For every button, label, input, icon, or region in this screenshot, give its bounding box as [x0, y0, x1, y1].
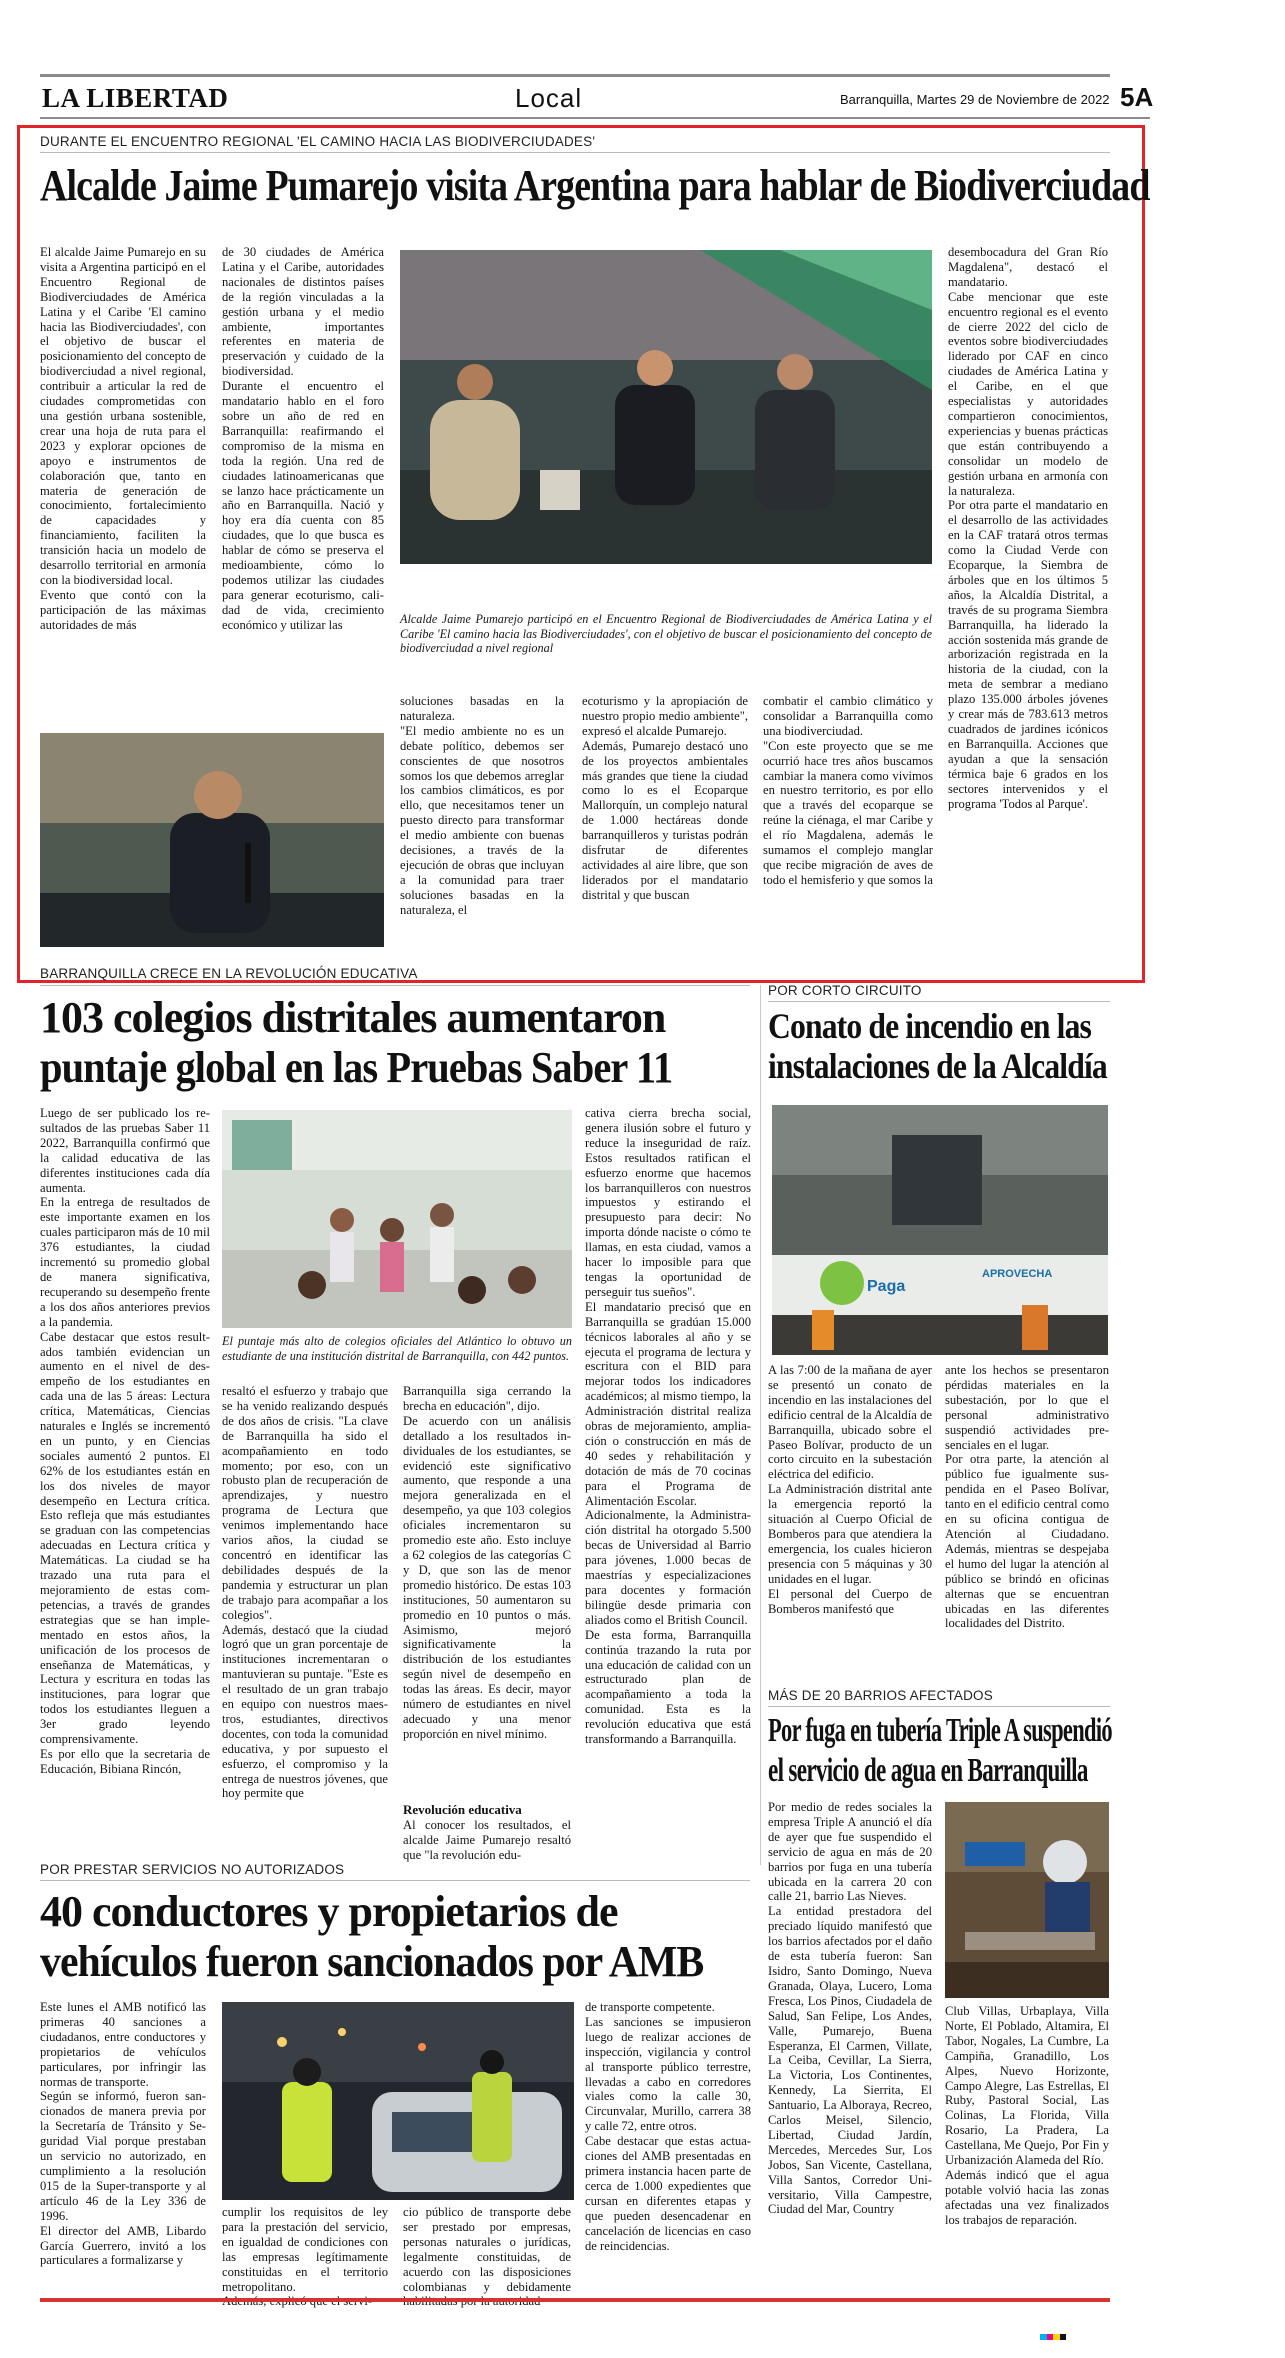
article2-col3: Barranquilla siga cerrando la brecha en educación", dijo. De acuerdo con un análisis detallado a los resultados individuales de los estudiantes, se evidenció este significativo aumento, que responde a una mejora generalizada en el desempeño, ya que 103 colegios oficiales incrementaron su promedio este año. Esto incluye a 62 colegios de las categorías C y D, que son las de menor promedio histórico. De estas 103 instituciones, 50 aumentaron su promedio en 10 puntos o más. Asimismo, mejoró significativamente la distribución de los estudiantes según nivel de desempeño en todas las áreas. Es decir, mayor número de estudiantes en nivel adecuado y una menor proporción en nivel mínimo. [403, 1384, 571, 1741]
article1-kicker: DURANTE EL ENCUENTRO REGIONAL 'EL CAMINO HACIA LAS BIODIVERCIUDADES' [40, 134, 596, 149]
article1-col2: de 30 ciudades de América Latina y el Caribe, autoridades nacionales de distintos países de la región vinculadas a la gestión urbana y el medio ambiente, importantes referentes en materia de preservación y cuidado de la biodiversidad. Durante el encuentro el mandatario hablo en el foro sobre un año de red en Barranquilla: reafirmando el compromiso de la misma en toda la región. Una red de ciudades latinoamericanas que se lanzo hace prácticamente un año en Barranquilla. Nació y hoy era día cuenta con 85 ciudades, que lo que busca es hablar de cómo se preserva el medioambiente, cómo lo podemos utilizar las ciudades para generar ecoturismo, calidad de vida, crecimiento económico y utilizar las [222, 245, 384, 632]
students-classroom-photo [222, 1110, 572, 1328]
article4-col2: Club Villas, Urbaplaya, Villa Norte, El Poblado, Altamira, El Tabor, Nogales, La Cumbre, La Campiña, Granadillo, Los Alpes, Nuevo Horizonte, Campo Alegre, Las Estrellas, El Ruby, Pastoral Social, Las Colinas, La Florida, Villa Rosario, La Pradera, La Castellana, Me Quejo, Por Fin y Urbanización Alameda del Río. Además indicó que el agua potable volvió hacia las zonas afectadas una vez finalizados los trabajos de reparación. [945, 2004, 1109, 2227]
article1-col1: El alcalde Jaime Pumarejo en su visita a Argentina participó en el Encuentro Regional de Biodiverciudades de América Latina y el Caribe 'El camino hacia las Biodiverciudades', con el objetivo de buscar el posicionamiento del concepto de biodiverciudad a nivel regional, contribuir a articular la red de ciudades comprometidas con una gestión urbana sostenible, crear una hoja de ruta para el 2023 y explorar opciones de apoyo e instrumentos de colaboración que, tanto en materia de generación de conocimiento, fortalecimiento de capacidades y financiamiento, faciliten la transición hacia un modelo de desarrollo territorial en armonía con la biodiversidad local. Evento que contó con la participación de las máximas autoridades de más [40, 245, 206, 632]
article5-headline-line1: 40 conductores y propietarios de [40, 1887, 618, 1936]
masthead-page-number: 5A [1120, 82, 1154, 112]
alcaldia-fire-photo [772, 1105, 1108, 1355]
mayor-speaking-photo [40, 733, 384, 947]
cmyk-black-swatch [1060, 2334, 1067, 2340]
article2-headline-line2: puntaje global en las Pruebas Saber 11 [40, 1043, 673, 1092]
masthead-paper: LA LIBERTAD [42, 83, 229, 113]
article5-kicker: POR PRESTAR SERVICIOS NO AUTORIZADOS [40, 1862, 345, 1877]
cmyk-registration-strip [1040, 2334, 1066, 2340]
article5-col4: de transporte competente. Las sanciones se impusieron luego de realizar acciones de inspección, vigilancia y control al transporte público terrestre, llevadas a cabo en corredores viales como la calle 30, Circunvalar, Murillo, carrera 38 y calle 72, entre otros. Cabe destacar que estas actuaciones del AMB presentadas en primera instancia hacen parte de cerca de 1.000 expedientes que cursan en diferentes etapas y que pueden desencadenar en cancelación de licencias en caso de reincidencias. [585, 2000, 751, 2253]
pipe-repair-photo [945, 1802, 1109, 1998]
article1-col5: combatir el cambio climático y consolidar a Barranquilla como una biodiverciudad. "Con este proyecto que se me ocurrió hace tres años buscamos cambiar la manera como vivimos en nuestro territorio, es por ello que a través del ecoparque se reúne la ciénaga, el mar Caribe y el río Magdalena, además le sumamos el complejo manglar que recibe migración de aves de todo el hemisferio y que somos la [763, 694, 933, 887]
article1-headline: Alcalde Jaime Pumarejo visita Argentina para hablar de Biodiverciudad [40, 161, 1150, 210]
traffic-inspection-photo [222, 2002, 574, 2200]
article1-col3: soluciones basadas en la naturaleza. "El medio ambiente no es un debate político, debemos ser conscientes de que nosotros somos los que debemos arreglar los cambios climáticos, es por ello, que necesitamos tener un puesto directo para transformar el medio ambiente con buenas decisiones, a través de la ejecución de obras que incluyan a la comunidad para traer soluciones basadas en la naturaleza, el [400, 694, 564, 917]
footer-red-rule [40, 2298, 1110, 2302]
article2-col1: Luego de ser publicado los resultados de las pruebas Saber 11 2022, Barranquilla confirmó que la calidad educativa de las diferentes instituciones cada día aumenta. En la entrega de resultados de este importante examen en los cuales participaron más de 10 mil 376 estudiantes, la ciudad incrementó su promedio global de manera significativa, recuperando su desempeño frente a los dos años anteriores previos a la pandemia. Cabe destacar que estos resultados también evidencian un aumento en el nivel de desempeño de los estudiantes en cada una de las 5 áreas: Lectura crítica, Matemáticas, Ciencias naturales e Inglés se incrementó en un punto, y en Ciencias sociales aumentó 2 puntos. El 62% de los estudiantes están en los dos niveles de mayor desempeño en Lectura crítica. Esto refleja que más estudiantes se graduan con las competencias adecuadas en Lectura crítica y Matemáticas. La ciudad se ha trazado una ruta para el mejoramiento de estas competencias, a través de grandes estrategias que se han implementado en estos años, la unificación de los procesos de enseñanza de Matemáticas, y Lectura y escritura en todas las instituciones, para lograr que todos los estudiantes lleguen a 3er grado leyendo comprensivamente. Es por ello que la secretaria de Educación, Bibiana Rincón, [40, 1106, 210, 1776]
article2-kicker: BARRANQUILLA CRECE EN LA REVOLUCIÓN EDUCATIVA [40, 966, 418, 981]
article1-col6: desembocadura del Gran Río Magdalena", destacó el mandatario. Cabe mencionar que este encuentro regional es el evento de cierre 2022 del ciclo de eventos sobre biodiverciudades liderado por CAF en cinco ciudades de América Latina y el Caribe, en el que especialistas y autoridades compartieron conocimientos, experiencias y buenas prácticas que están contribuyendo a consolidar un modelo de gestión urbana en armonía con la naturaleza. Por otra parte el mandatario en el desarrollo de las actividades en la CAF tratará otros termas como la Ciudad Verde con Ecoparque, la Siembra de árboles que en los últimos 5 años, la Alcaldía Distrital, a través de su programa Siembra Barranquilla, ha liderado la acción sostenida más grande de arborización registrada en la historia de la ciudad, con la meta de sembrar a mediano plazo 135.000 árboles jóvenes y crear más de 783.613 metros cuadrados de jardines icónicos en Barranquilla. Acciones que ayudan a que la sensación térmica baje 6 grados en los sectores intervenidos y el programa 'Todos al Parque'. [948, 245, 1108, 811]
article2-col2: resaltó el esfuerzo y trabajo que se ha venido realizando después de dos años de crisis. "La clave de Barranquilla ha sido el acompañamiento en todo momento; por eso, con un robusto plan de recuperación de aprendizajes, y nuestro programa de Lectura que venimos implementando hace varios años, la ciudad se concentró en identificar las debilidades después de la pandemia y estructurar un plan de trabajo para acompañar a los colegios". Además, destacó que la ciudad logró que un gran porcentaje de instituciones incrementaran o mantuvieran su puntaje. "Este es el resultado de un gran trabajo en equipo con nuestros maestros, estudiantes, directivos docentes, con toda la comunidad educativa, y por supuesto el esfuerzo, el compromiso y la entrega de nuestros jóvenes, que hoy permite que [222, 1384, 388, 1801]
masthead [40, 74, 1154, 122]
article4-kicker: MÁS DE 20 BARRIOS AFECTADOS [768, 1688, 993, 1703]
article3-headline-line1: Conato de incendio en las [768, 1006, 1092, 1046]
article3-kicker: POR CORTO CIRCUITO [768, 983, 922, 998]
article2-headline-line1: 103 colegios distritales aumentaron [40, 993, 666, 1042]
article3-col2: ante los hechos se presentaron pérdidas materiales en la subestación, por lo que el personal administrativo suspendió actividades presenciales en el lugar. Por otra parte, la atención al público fue igualmente suspendida en el Paseo Bolívar, tanto en el edificio central como en su oficina contigua de Atención al Ciudadano. Además, mientras se despejaba el humo del lugar la atención al público se brindó en oficinas alternas que se encuentran ubicadas en las diferentes localidades del Distrito. [945, 1363, 1109, 1631]
article5-col2: cumplir los requisitos de ley para la prestación del servicio, en igualdad de condiciones con las empresas legítimamente constituidas en el territorio metropolitano. [222, 2205, 388, 2294]
article5-headline-line2: vehículos fueron sancionados por AMB [40, 1937, 704, 1986]
students-photo-caption: El puntaje más alto de colegios oficiales del Atlántico lo obtuvo un estudiante de una institución distrital de Barranquilla, con 442 puntos. [222, 1334, 572, 1363]
article4-col1: Por medio de redes sociales la empresa Triple A anunció el día de ayer que fue suspendido el servicio de agua en más de 20 barrios por fuga en una tubería ubicada en la carrera 20 con calle 21, barrio Las Nieves. La entidad prestadora del preciado líquido manifestó que los barrios afectados por el daño de esta tubería fueron: San Isidro, Santo Domingo, Nueva Granada, Olaya, Lucero, Loma Fresca, Los Pinos, Ciudadela de Salud, San Felipe, Los Andes, Valle, Pumarejo, Buena Esperanza, El Carmen, Villate, La Ceiba, Cevillar, La Sierra, La Victoria, Los Continentes, Kennedy, La Sierrita, El Santuario, La Alboraya, Recreo, Carlos Meisel, Silencio, Libertad, Ciudad Jardín, Mercedes, Mercedes Sur, Los Jobos, San Vicente, Castellana, Villa Santos, Corredor Universitario, Villa Campestre, Ciudad del Mar, Country [768, 1800, 932, 2217]
article5-col1: Este lunes el AMB notificó las primeras 40 sanciones a ciudadanos, entre conductores y propietarios de vehículos particulares, por infringir las normas de transporte. Según se informó, fueron sancionados de manera previa por la Secretaría de Tránsito y Seguridad Vial porque prestaban un servicio no autorizado, en cumplimiento a la resolución 015 de la Super-transporte y al artículo 46 de la Ley 336 de 1996. El director del AMB, Libardo García Guerrero, invitó a los particulares a formalizarse y [40, 2000, 206, 2268]
article4-headline-line1: Por fuga en tubería Triple A suspendió [768, 1712, 1113, 1749]
article4-headline-line2: el servicio de agua en Barranquilla [768, 1752, 1088, 1789]
sign-paga-text: Paga [867, 1278, 906, 1295]
masthead-section: Local [515, 83, 583, 113]
article1-col4: ecoturismo y la apropiación de nuestro propio medio ambiente", expresó el alcalde Pumarejo. Además, Pumarejo destacó uno de los proyectos ambientales más grandes que tiene la ciudad como lo es el Ecoparque Mallorquín, un complejo natural de 1.000 hectáreas donde barranquilleros y turistas podrán disfrutar de diferentes actividades al aire libre, que son liderados por el mandatario distrital y que buscan [582, 694, 748, 902]
article2-subhead: Revolución educativa [403, 1802, 522, 1817]
sign-aprovecha-text: APROVECHA [982, 1268, 1053, 1280]
article3-headline-line2: instalaciones de la Alcaldía [768, 1046, 1107, 1086]
article3-col1: A las 7:00 de la mañana de ayer se presentó un conato de incendio en las instalaciones del edificio central de la Alcaldía de Barranquilla, ubicado sobre el Paseo Bolívar, producto de un corto circuito en la subestación eléctrica del edificio. La Administración distrital ante la emergencia reportó la situación al Cuerpo Oficial de Bomberos para que atendiera la emergencia, los cuales hicieron presencia con 5 máquinas y 30 unidades en el lugar. El personal del Cuerpo de Bomberos manifestó que [768, 1363, 932, 1616]
article2-col3-cont: Al conocer los resultados, el alcalde Jaime Pumarejo resaltó que "la revolución edu- [403, 1818, 571, 1862]
article5-col3: cio público de transporte debe ser prestado por empresas, personas naturales o jurídicas, legalmente constituidas, de acuerdo con las disposiciones colombianas y debidamente [403, 2205, 571, 2294]
panel-discussion-photo [400, 250, 932, 564]
masthead-dateline: Barranquilla, Martes 29 de Noviembre de 2022 [840, 92, 1110, 107]
article2-col4: cativa cierra brecha social, genera ilusión sobre el futuro y reduce la inseguridad de raíz. Estos resultados ratifican el esfuerzo enorme que hacemos los barranquilleros con nuestros impuestos y estirando el presupuesto para decir: No importa dónde naciste o cómo te llamas, en esta ciudad, vamos a hacer lo imposible para que tengas la oportunidad de perseguir tus sueños". El mandatario precisó que en Barranquilla se gradúan 15.000 técnicos laborales al año y se ejecuta el programa de lectura y escritura con el BID para mejorar todos los indicadores académicos; al mismo tiempo, la Administración distrital realiza obras de mejoramiento, ampliación o construcción en más de 40 sedes y rehabilitación y dotación de más de 70 cocinas para el Programa de Alimentación Escolar. Adicionalmente, la Administración distrital ha otorgado 5.500 becas de Universidad al Barrio para jóvenes, 1.000 becas de maestrías y especializaciones para docentes y formación bilingüe desde primaria con aliados como el British Council. De esta forma, Barranquilla continúa trazando la ruta por una educación de calidad con un estructurado plan de acompañamiento a toda la comunidad. Esta es la revolución educativa que está transformando a Barranquilla. [585, 1106, 751, 1747]
panel-photo-caption: Alcalde Jaime Pumarejo participó en el Encuentro Regional de Biodiverciudades de América Latina y el Caribe 'El camino hacia las Biodiverciudades', con el objetivo de buscar el posicionamiento del concepto de biodiverciudad a nivel regional [400, 612, 932, 655]
